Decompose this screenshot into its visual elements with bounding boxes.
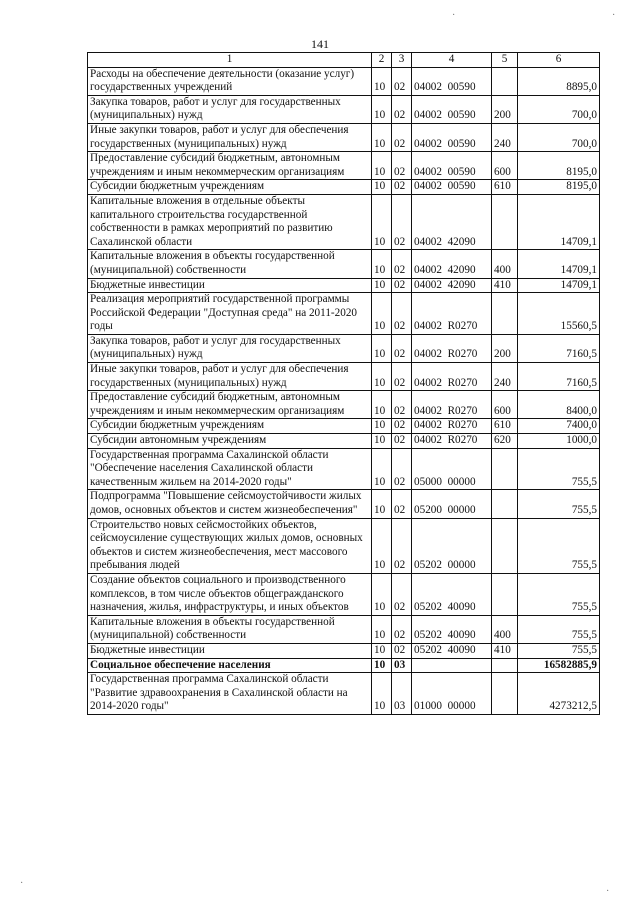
row-section: 10	[372, 278, 392, 293]
col-header-amount: 6	[518, 53, 600, 68]
row-section: 10	[372, 67, 392, 95]
table-row	[88, 194, 600, 249]
row-expense-type: 600	[492, 152, 518, 180]
row-target-article: 05000 00000	[412, 448, 492, 490]
row-target-article: 04002 R0270	[412, 293, 492, 335]
row-name: Бюджетные инвестиции	[88, 643, 372, 658]
table-row	[88, 152, 600, 180]
row-expense-type	[492, 293, 518, 335]
row-subsection: 02	[392, 250, 412, 278]
row-amount: 1000,0	[518, 434, 600, 449]
row-name: Капитальные вложения в объекты государственной (муниципальной) собственности	[88, 250, 372, 278]
row-subsection: 02	[392, 434, 412, 449]
row-expense-type	[492, 448, 518, 490]
row-name: Государственная программа Сахалинской области "Развитие здравоохранения в Сахалинской области на 2014-2020 годы"	[88, 673, 372, 715]
row-name: Иные закупки товаров, работ и услуг для обеспечения государственных (муниципальных) нужд	[88, 123, 372, 151]
row-amount: 755,5	[518, 448, 600, 490]
row-section: 10	[372, 490, 392, 518]
row-name: Государственная программа Сахалинской области "Обеспечение населения Сахалинской области качественным жильем на 2014-2020 годы"	[88, 448, 372, 490]
row-target-article	[412, 658, 492, 673]
table-row	[88, 278, 600, 293]
row-target-article: 04002 00590	[412, 95, 492, 123]
row-section: 10	[372, 391, 392, 419]
table-header-row	[88, 53, 600, 68]
row-expense-type: 400	[492, 615, 518, 643]
row-section: 10	[372, 643, 392, 658]
row-section: 10	[372, 573, 392, 615]
budget-table	[87, 52, 600, 715]
row-name: Субсидии бюджетным учреждениям	[88, 419, 372, 434]
row-target-article: 05202 40090	[412, 615, 492, 643]
row-section: 10	[372, 293, 392, 335]
row-section: 10	[372, 615, 392, 643]
scan-mark: ·	[606, 886, 610, 897]
row-amount: 755,5	[518, 615, 600, 643]
row-target-article: 04002 00590	[412, 67, 492, 95]
table-row	[88, 643, 600, 658]
table-row	[88, 334, 600, 362]
row-amount: 8195,0	[518, 152, 600, 180]
row-expense-type: 240	[492, 123, 518, 151]
row-section: 10	[372, 419, 392, 434]
table-row	[88, 180, 600, 195]
row-amount: 8400,0	[518, 391, 600, 419]
row-section: 10	[372, 518, 392, 573]
row-expense-type	[492, 518, 518, 573]
row-name: Создание объектов социального и производственного комплексов, в том числе объектов общегражданского назначения, жилья, инфраструктуры, и иных объектов	[88, 573, 372, 615]
row-name: Предоставление субсидий бюджетным, автономным учреждениям и иным некоммерческим организациям	[88, 391, 372, 419]
row-expense-type: 200	[492, 95, 518, 123]
row-subsection: 02	[392, 293, 412, 335]
row-target-article: 04002 R0270	[412, 434, 492, 449]
row-section: 10	[372, 448, 392, 490]
row-amount: 7400,0	[518, 419, 600, 434]
row-amount: 8895,0	[518, 67, 600, 95]
row-amount: 7160,5	[518, 363, 600, 391]
row-subsection: 02	[392, 573, 412, 615]
row-expense-type: 410	[492, 643, 518, 658]
row-name: Субсидии бюджетным учреждениям	[88, 180, 372, 195]
row-amount: 14709,1	[518, 278, 600, 293]
row-name: Иные закупки товаров, работ и услуг для обеспечения государственных (муниципальных) нужд	[88, 363, 372, 391]
table-row	[88, 95, 600, 123]
row-name: Субсидии автономным учреждениям	[88, 434, 372, 449]
row-expense-type: 240	[492, 363, 518, 391]
row-subsection: 02	[392, 448, 412, 490]
row-name: Закупка товаров, работ и услуг для государственных (муниципальных) нужд	[88, 95, 372, 123]
table-row	[88, 391, 600, 419]
table-row	[88, 67, 600, 95]
row-amount: 14709,1	[518, 250, 600, 278]
row-amount: 755,5	[518, 573, 600, 615]
row-expense-type: 620	[492, 434, 518, 449]
row-target-article: 04002 R0270	[412, 334, 492, 362]
table-row	[88, 518, 600, 573]
row-expense-type: 200	[492, 334, 518, 362]
col-header-name: 1	[88, 53, 372, 68]
row-target-article: 04002 42090	[412, 250, 492, 278]
row-section: 10	[372, 363, 392, 391]
col-header-target-article: 4	[412, 53, 492, 68]
page-number: 141	[311, 37, 329, 51]
row-subsection: 02	[392, 67, 412, 95]
row-name: Закупка товаров, работ и услуг для государственных (муниципальных) нужд	[88, 334, 372, 362]
row-amount: 14709,1	[518, 194, 600, 249]
row-expense-type: 400	[492, 250, 518, 278]
col-header-subsection: 3	[392, 53, 412, 68]
row-subsection: 02	[392, 518, 412, 573]
row-section: 10	[372, 123, 392, 151]
row-section: 10	[372, 334, 392, 362]
row-target-article: 04002 42090	[412, 278, 492, 293]
row-amount: 755,5	[518, 643, 600, 658]
row-subsection: 02	[392, 95, 412, 123]
scan-mark: ·	[612, 10, 616, 21]
row-amount: 755,5	[518, 490, 600, 518]
row-name: Капитальные вложения в отдельные объекты капитального строительства государственной собственности в рамках мероприятий по развитию Сахалинской области	[88, 194, 372, 249]
row-name: Строительство новых сейсмостойких объектов, сейсмоусиление существующих жилых домов, основных объектов и систем жизнеобеспечения, мест массового пребывания людей	[88, 518, 372, 573]
row-subsection: 02	[392, 490, 412, 518]
row-expense-type	[492, 658, 518, 673]
row-amount: 16582885,9	[518, 658, 600, 673]
row-target-article: 05202 00000	[412, 518, 492, 573]
row-subsection: 02	[392, 615, 412, 643]
row-target-article: 05202 40090	[412, 643, 492, 658]
table-row	[88, 658, 600, 673]
row-name: Реализация мероприятий государственной программы Российской Федерации "Доступная среда" на 2011-2020 годы	[88, 293, 372, 335]
row-subsection: 02	[392, 419, 412, 434]
row-subsection: 03	[392, 658, 412, 673]
row-subsection: 02	[392, 278, 412, 293]
row-amount: 4273212,5	[518, 673, 600, 715]
row-amount: 700,0	[518, 95, 600, 123]
row-target-article: 05202 40090	[412, 573, 492, 615]
row-section: 10	[372, 434, 392, 449]
row-target-article: 04002 42090	[412, 194, 492, 249]
row-target-article: 01000 00000	[412, 673, 492, 715]
row-section: 10	[372, 658, 392, 673]
row-section: 10	[372, 250, 392, 278]
row-subsection: 02	[392, 152, 412, 180]
table-row	[88, 448, 600, 490]
row-target-article: 04002 R0270	[412, 363, 492, 391]
row-expense-type	[492, 67, 518, 95]
row-subsection: 02	[392, 194, 412, 249]
row-section: 10	[372, 95, 392, 123]
row-expense-type	[492, 490, 518, 518]
row-expense-type	[492, 194, 518, 249]
row-amount: 7160,5	[518, 334, 600, 362]
row-target-article: 04002 R0270	[412, 419, 492, 434]
table-row	[88, 123, 600, 151]
col-header-expense-type: 5	[492, 53, 518, 68]
table-row	[88, 250, 600, 278]
row-expense-type: 610	[492, 180, 518, 195]
scan-mark: ·	[20, 878, 24, 889]
table-row	[88, 673, 600, 715]
row-expense-type	[492, 573, 518, 615]
table-row	[88, 573, 600, 615]
col-header-section: 2	[372, 53, 392, 68]
row-expense-type: 610	[492, 419, 518, 434]
row-subsection: 02	[392, 643, 412, 658]
row-target-article: 04002 00590	[412, 152, 492, 180]
row-amount: 700,0	[518, 123, 600, 151]
row-subsection: 03	[392, 673, 412, 715]
row-subsection: 02	[392, 391, 412, 419]
row-amount: 8195,0	[518, 180, 600, 195]
row-section: 10	[372, 180, 392, 195]
scan-mark: ·	[452, 10, 456, 21]
row-subsection: 02	[392, 180, 412, 195]
row-name: Подпрограмма "Повышение сейсмоустойчивости жилых домов, основных объектов и систем жизнеобеспечения"	[88, 490, 372, 518]
row-amount: 15560,5	[518, 293, 600, 335]
table-row	[88, 419, 600, 434]
row-target-article: 04002 00590	[412, 123, 492, 151]
row-name: Предоставление субсидий бюджетным, автономным учреждениям и иным некоммерческим организациям	[88, 152, 372, 180]
row-name: Бюджетные инвестиции	[88, 278, 372, 293]
row-name: Социальное обеспечение населения	[88, 658, 372, 673]
table-row	[88, 434, 600, 449]
row-target-article: 05200 00000	[412, 490, 492, 518]
table-row	[88, 490, 600, 518]
table-row	[88, 293, 600, 335]
row-subsection: 02	[392, 363, 412, 391]
row-subsection: 02	[392, 334, 412, 362]
row-name: Расходы на обеспечение деятельности (оказание услуг) государственных учреждений	[88, 67, 372, 95]
row-expense-type: 600	[492, 391, 518, 419]
row-subsection: 02	[392, 123, 412, 151]
row-name: Капитальные вложения в объекты государственной (муниципальной) собственности	[88, 615, 372, 643]
row-amount: 755,5	[518, 518, 600, 573]
table-row	[88, 615, 600, 643]
row-target-article: 04002 00590	[412, 180, 492, 195]
row-section: 10	[372, 194, 392, 249]
row-section: 10	[372, 673, 392, 715]
row-expense-type	[492, 673, 518, 715]
row-expense-type: 410	[492, 278, 518, 293]
table-row	[88, 363, 600, 391]
row-target-article: 04002 R0270	[412, 391, 492, 419]
row-section: 10	[372, 152, 392, 180]
